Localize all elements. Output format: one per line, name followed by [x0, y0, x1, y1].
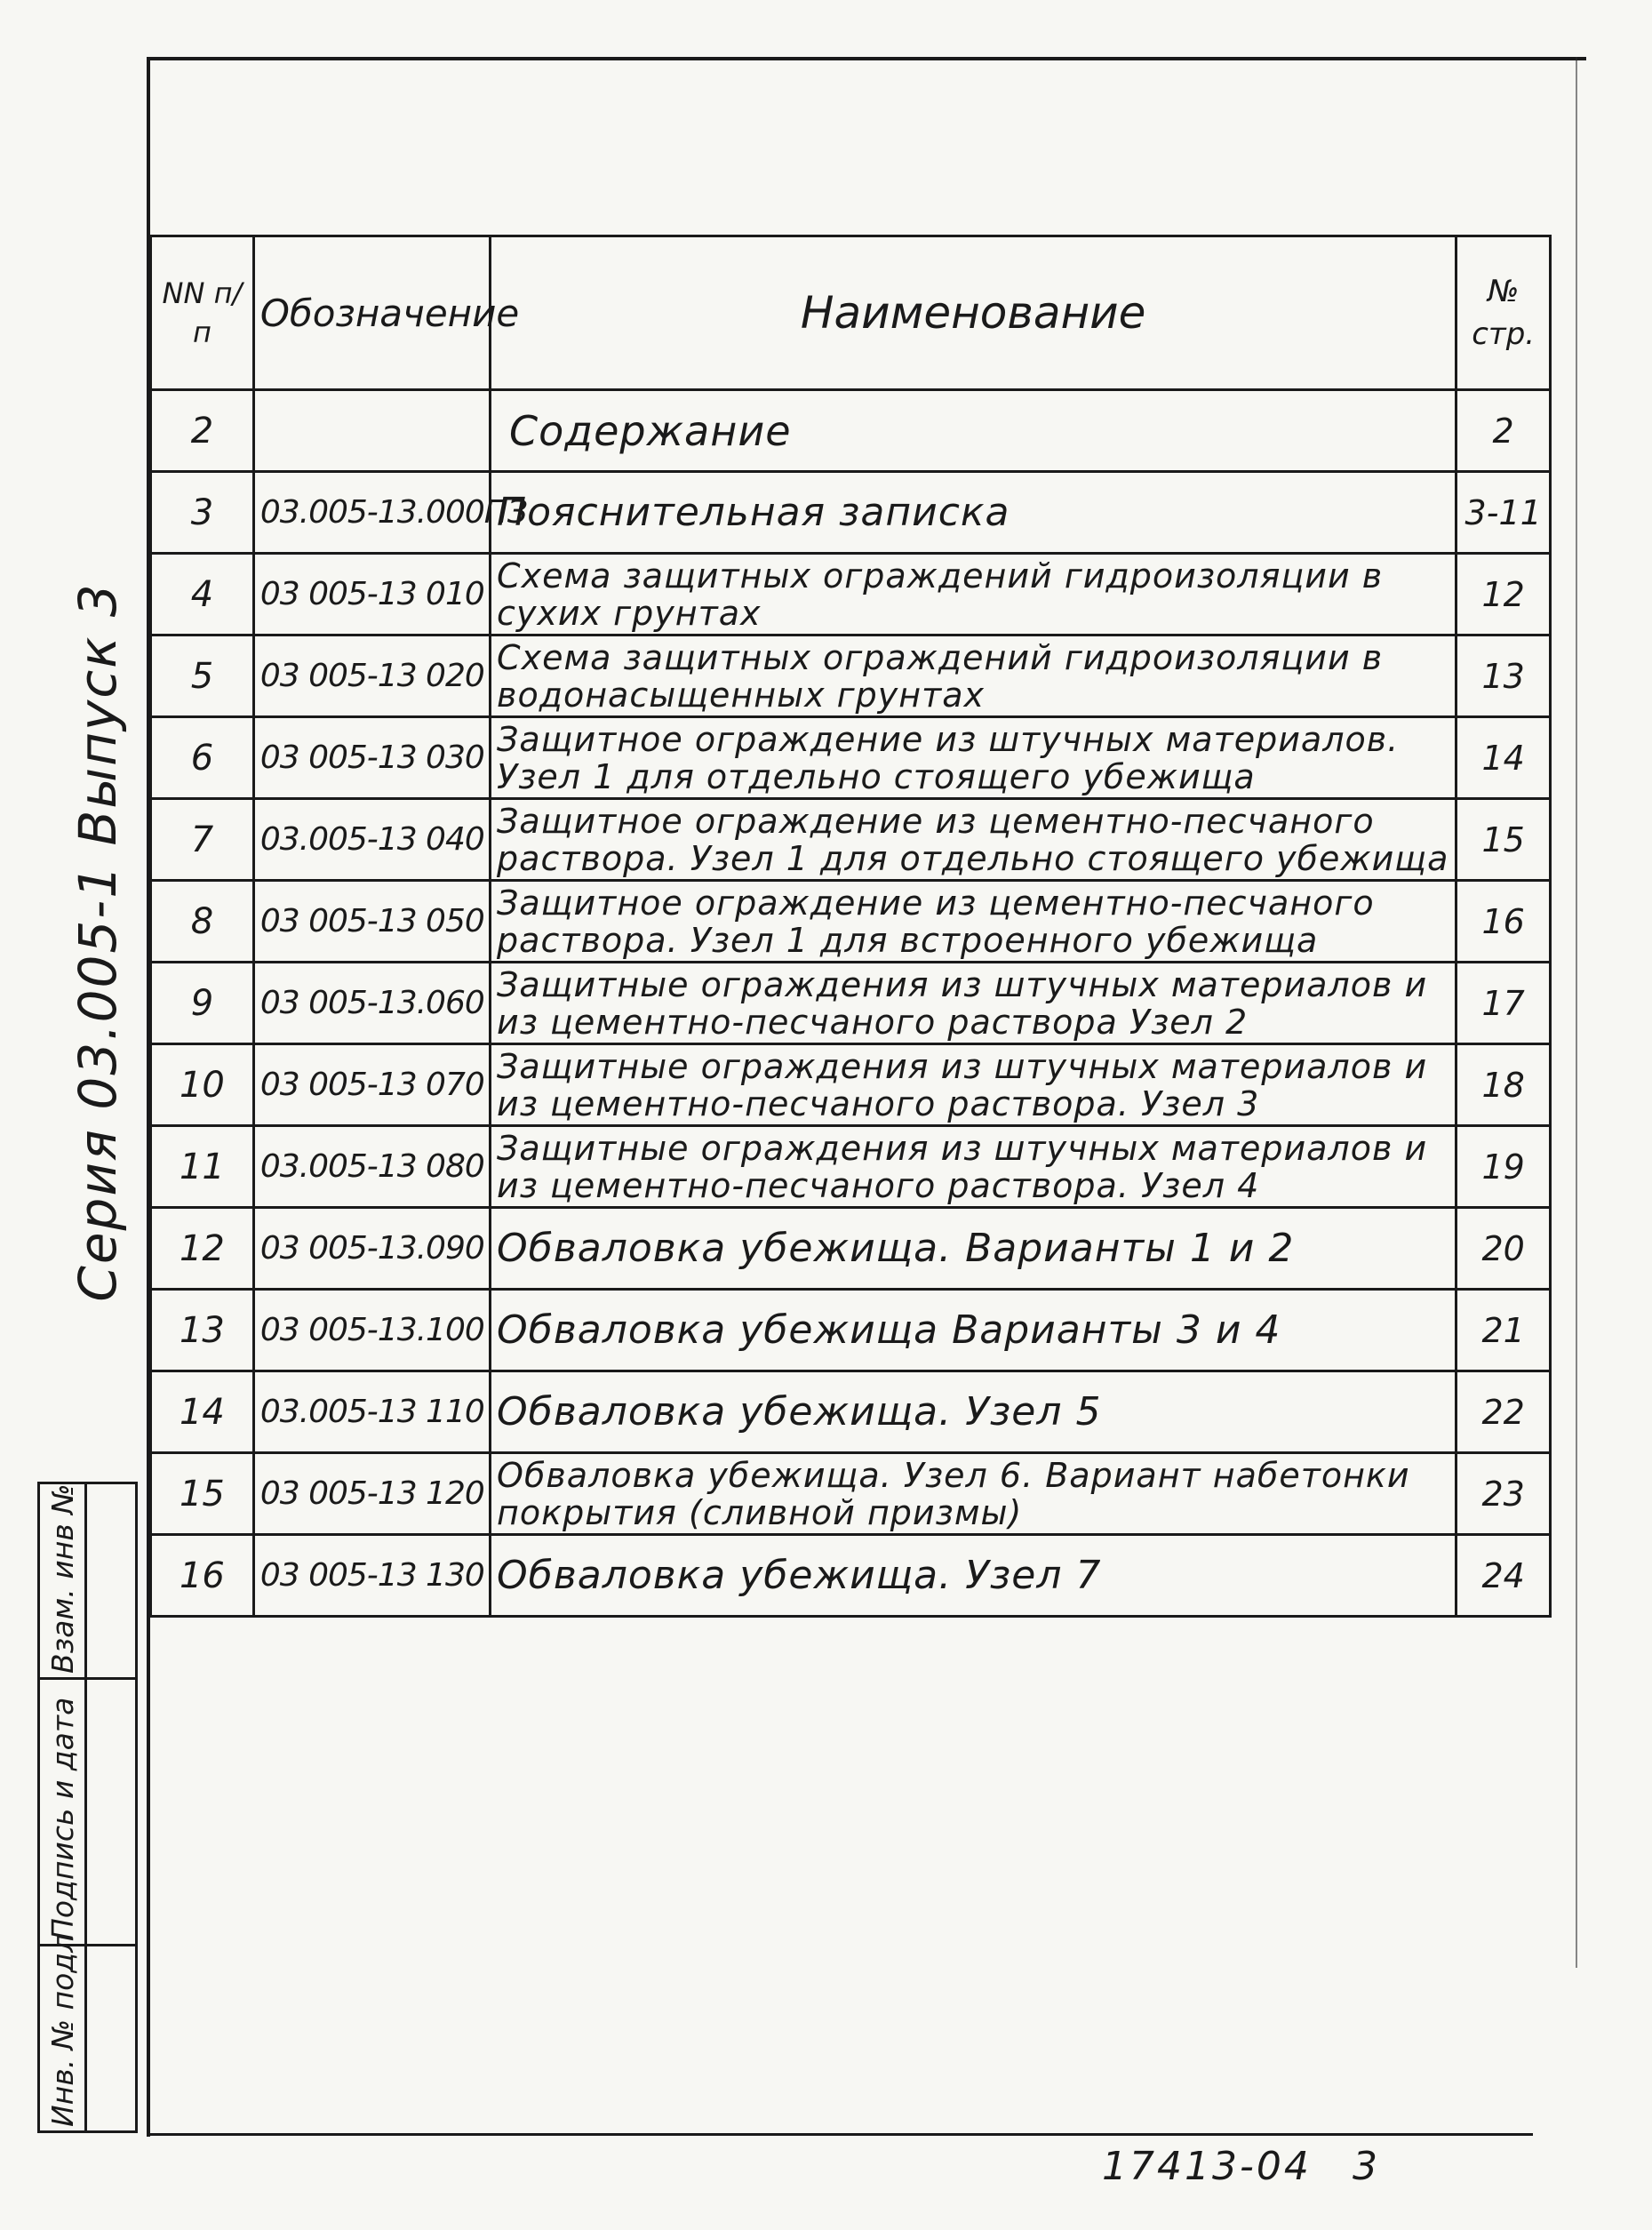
row-name: Содержание — [491, 390, 1456, 472]
table-row — [151, 1371, 1551, 1453]
table-row — [151, 554, 1551, 635]
contents-table — [149, 235, 1552, 1618]
row-name: Защитные ограждения из штучных материалов и из цементно-песчаного раствора. Узел 3 — [491, 1044, 1456, 1126]
row-code: 03 005-13 010 — [253, 554, 490, 635]
row-name: Пояснительная записка — [491, 472, 1456, 554]
row-code: 03 005-13 030 — [253, 717, 490, 799]
table-row — [151, 1208, 1551, 1290]
row-num: 9 — [151, 963, 254, 1044]
stamp-cell — [86, 1946, 137, 2132]
row-page: 17 — [1456, 963, 1551, 1044]
row-code: 03 005-13 120 — [253, 1453, 490, 1535]
row-page: 22 — [1456, 1371, 1551, 1453]
row-num: 12 — [151, 1208, 254, 1290]
series-side-title: Серия 03.005-1 Выпуск 3 — [68, 582, 128, 1302]
row-name: Защитные ограждения из штучных материалов и из цементно-песчаного раствора Узел 2 — [491, 963, 1456, 1044]
row-code: 03 005-13 050 — [253, 881, 490, 963]
table-row — [151, 1535, 1551, 1617]
stamp-cell — [86, 1483, 137, 1679]
row-num: 10 — [151, 1044, 254, 1126]
row-page: 2 — [1456, 390, 1551, 472]
row-name: Обваловка убежища. Узел 7 — [491, 1535, 1456, 1617]
row-name: Обваловка убежища Варианты 3 и 4 — [491, 1290, 1456, 1371]
row-code: 03.005-13.000ПЗ — [253, 472, 490, 554]
table-row — [151, 881, 1551, 963]
row-page: 3-11 — [1456, 472, 1551, 554]
row-num: 2 — [151, 390, 254, 472]
row-page: 24 — [1456, 1535, 1551, 1617]
approval-stamp — [37, 1484, 135, 2133]
table-row — [151, 1126, 1551, 1208]
row-page: 14 — [1456, 717, 1551, 799]
stamp-label-row — [39, 1483, 86, 2132]
row-page: 16 — [1456, 881, 1551, 963]
row-name: Защитное ограждение из цементно-песчаного раствора. Узел 1 для встроенного убежища — [491, 881, 1456, 963]
row-code: 03 005-13 130 — [253, 1535, 490, 1617]
row-code: 03 005-13.090 — [253, 1208, 490, 1290]
row-num: 15 — [151, 1453, 254, 1535]
row-name: Обваловка убежища. Варианты 1 и 2 — [491, 1208, 1456, 1290]
table-row — [151, 799, 1551, 881]
row-code: 03.005-13 080 — [253, 1126, 490, 1208]
header-code: Обозначение — [253, 236, 490, 390]
row-page: 19 — [1456, 1126, 1551, 1208]
page-number: 3 — [1353, 2144, 1377, 2189]
frame-top-border — [149, 57, 1586, 60]
table-row — [151, 635, 1551, 717]
row-num: 16 — [151, 1535, 254, 1617]
row-name: Схема защитных ограждений гидроизоляции в водонасыщенных грунтах — [491, 635, 1456, 717]
stamp-blank-row — [86, 1483, 137, 2132]
row-page: 20 — [1456, 1208, 1551, 1290]
frame-right-border — [1576, 57, 1577, 1968]
row-page: 13 — [1456, 635, 1551, 717]
row-num: 4 — [151, 554, 254, 635]
table-row — [151, 717, 1551, 799]
row-page: 23 — [1456, 1453, 1551, 1535]
row-num: 14 — [151, 1371, 254, 1453]
header-name: Наименование — [491, 236, 1456, 390]
row-code: 03 005-13 020 — [253, 635, 490, 717]
row-num: 13 — [151, 1290, 254, 1371]
frame-bottom-border — [147, 2133, 1533, 2136]
row-page: 18 — [1456, 1044, 1551, 1126]
header-num: NN п/п — [151, 236, 254, 390]
stamp-podpis-data: Подпись и дата — [39, 1679, 86, 1946]
row-name: Защитное ограждение из цементно-песчаного раствора. Узел 1 для отдельно стоящего убежища — [491, 799, 1456, 881]
row-num: 11 — [151, 1126, 254, 1208]
table-row — [151, 472, 1551, 554]
row-name: Защитное ограждение из штучных материалов. Узел 1 для отдельно стоящего убежища — [491, 717, 1456, 799]
row-name: Обваловка убежища. Узел 6. Вариант набетонки покрытия (сливной призмы) — [491, 1453, 1456, 1535]
header-page: № стр. — [1456, 236, 1551, 390]
table-row — [151, 1453, 1551, 1535]
stamp-cell — [86, 1679, 137, 1946]
row-code: 03 005-13.100 — [253, 1290, 490, 1371]
row-page: 21 — [1456, 1290, 1551, 1371]
table-row — [151, 390, 1551, 472]
row-num: 8 — [151, 881, 254, 963]
row-page: 12 — [1456, 554, 1551, 635]
document-code: 17413-04 — [1102, 2144, 1312, 2189]
row-code: 03.005-13 040 — [253, 799, 490, 881]
row-code: 03 005-13 070 — [253, 1044, 490, 1126]
row-code: 03.005-13 110 — [253, 1371, 490, 1453]
row-name: Защитные ограждения из штучных материалов и из цементно-песчаного раствора. Узел 4 — [491, 1126, 1456, 1208]
table-row — [151, 963, 1551, 1044]
row-code — [253, 390, 490, 472]
row-name: Схема защитных ограждений гидроизоляции в сухих грунтах — [491, 554, 1456, 635]
row-num: 6 — [151, 717, 254, 799]
row-num: 3 — [151, 472, 254, 554]
row-page: 15 — [1456, 799, 1551, 881]
row-num: 5 — [151, 635, 254, 717]
row-num: 7 — [151, 799, 254, 881]
table-header-row — [151, 236, 1551, 390]
table-row — [151, 1290, 1551, 1371]
row-code: 03 005-13.060 — [253, 963, 490, 1044]
table-row — [151, 1044, 1551, 1126]
stamp-vzam-inv: Взам. инв № — [39, 1483, 86, 1679]
row-name: Обваловка убежища. Узел 5 — [491, 1371, 1456, 1453]
stamp-inv-podl: Инв. № подл — [39, 1946, 86, 2132]
